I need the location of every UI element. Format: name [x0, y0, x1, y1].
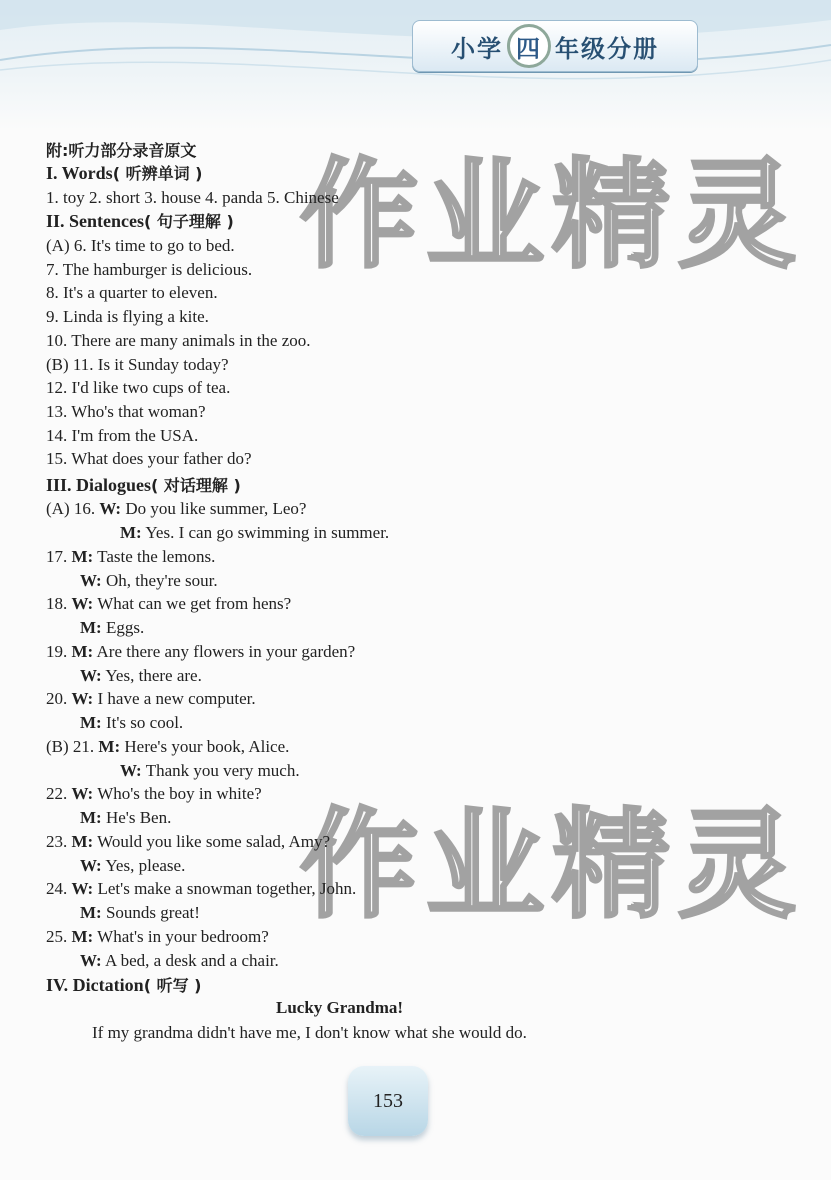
- speaker-label: M:: [71, 831, 94, 851]
- dialogue-number: 24.: [46, 879, 68, 898]
- speaker-label: M:: [80, 808, 102, 827]
- dialogue-number: 19.: [46, 641, 68, 661]
- book-title-banner: [412, 20, 698, 72]
- dialogue-line-2: [80, 855, 185, 877]
- speaker-label: W:: [71, 784, 94, 803]
- dialogue-line-1: [46, 546, 215, 568]
- dialogue-number: 18.: [46, 594, 68, 613]
- speaker-label: W:: [71, 689, 94, 708]
- dialogue-text: Do you like summer, Leo?: [125, 499, 307, 518]
- speaker-label: W:: [120, 760, 142, 780]
- sentence-item: 8. It's a quarter to eleven.: [46, 283, 218, 303]
- section-dialogues-heading: III. Dialogues( 对话理解 ): [46, 475, 241, 495]
- dialogue-number: 22.: [46, 784, 68, 803]
- words-line: 1. toy 2. short 3. house 4. panda 5. Chinese: [46, 188, 339, 207]
- section-words-heading: I. Words( 听辨单词 ): [46, 163, 203, 183]
- dialogue-number: (A) 16.: [46, 499, 96, 518]
- sentence-item: 13. Who's that woman?: [46, 401, 206, 421]
- watermark-bottom: 作业精灵: [300, 796, 805, 934]
- speaker-label: M:: [71, 926, 94, 946]
- dialogue-line-2: [80, 902, 200, 924]
- speaker-label: M:: [98, 736, 121, 756]
- sentence-item: 14. I'm from the USA.: [46, 425, 199, 445]
- dictation-line: If my grandma didn't have me, I don't know what she would do.: [92, 1023, 527, 1042]
- section-dictation-heading: IV. Dictation( 听写 ): [46, 975, 202, 995]
- dialogue-line-1: [46, 878, 356, 900]
- sentence-item: (A) 6. It's time to go to bed.: [46, 236, 235, 255]
- speaker-label: W:: [71, 879, 94, 898]
- dialogue-line-2: [80, 807, 171, 829]
- dialogue-text: Let's make a snowman together, John.: [97, 879, 357, 898]
- dialogue-line-1: [46, 593, 291, 615]
- dialogue-line-1: [46, 641, 355, 663]
- speaker-label: W:: [80, 570, 102, 590]
- dialogue-number: 23.: [46, 831, 68, 851]
- dialogue-line-2: [80, 570, 218, 592]
- dialogue-line-1: [46, 688, 256, 710]
- speaker-label: M:: [80, 903, 102, 922]
- dialogue-text: What can we get from hens?: [97, 594, 292, 613]
- dialogue-text: Thank you very much.: [145, 760, 300, 780]
- dialogue-text: Taste the lemons.: [97, 546, 216, 566]
- section-sentences-heading: II. Sentences( 句子理解 ): [46, 211, 234, 231]
- dialogue-number: 20.: [46, 689, 68, 708]
- dialogue-text: Yes, there are.: [105, 665, 202, 685]
- speaker-label: M:: [71, 641, 94, 661]
- sentence-item: 7. The hamburger is delicious.: [46, 259, 253, 279]
- title-prefix: 小学: [451, 34, 503, 63]
- sentence-item: 12. I'd like two cups of tea.: [46, 378, 231, 398]
- dialogue-text: A bed, a desk and a chair.: [105, 950, 279, 970]
- dialogue-text: It's so cool.: [105, 713, 184, 732]
- grade-badge: 四: [507, 24, 551, 68]
- dialogue-text: Yes. I can go swimming in summer.: [145, 523, 390, 542]
- speaker-label: W:: [99, 499, 122, 518]
- speaker-label: M:: [71, 546, 94, 566]
- dialogue-line-2: [80, 617, 144, 639]
- speaker-label: W:: [80, 950, 102, 970]
- dialogue-text: He's Ben.: [105, 808, 172, 827]
- dialogue-line-1: [46, 736, 289, 758]
- speaker-label: M:: [80, 713, 102, 732]
- dialogue-text: Are there any flowers in your garden?: [96, 641, 356, 661]
- appendix-title: 附:听力部分录音原文: [46, 141, 197, 160]
- dialogue-text: Eggs.: [105, 618, 145, 637]
- dialogue-text: Oh, they're sour.: [105, 570, 218, 590]
- sentence-item: 9. Linda is flying a kite.: [46, 307, 209, 327]
- sentence-item: (B) 11. Is it Sunday today?: [46, 354, 229, 374]
- dialogue-line-2: [80, 665, 202, 687]
- dialogue-line-2: [120, 760, 300, 782]
- dialogue-text: Yes, please.: [105, 855, 186, 875]
- dialogue-text: What's in your bedroom?: [97, 926, 269, 946]
- speaker-label: W:: [71, 594, 94, 613]
- speaker-label: M:: [80, 618, 102, 637]
- dialogue-line-2: [80, 712, 183, 734]
- dialogue-number: (B) 21.: [46, 736, 95, 756]
- story-title: Lucky Grandma!: [276, 998, 404, 1017]
- dialogue-number: 17.: [46, 546, 68, 566]
- dialogue-text: I have a new computer.: [97, 689, 256, 708]
- dialogue-line-1: [46, 926, 269, 948]
- dialogue-line-2: [80, 950, 279, 972]
- dialogue-line-1: [46, 831, 330, 853]
- page-number: 153: [348, 1066, 428, 1136]
- dialogue-text: Would you like some salad, Amy?: [97, 831, 330, 851]
- dialogue-text: Here's your book, Alice.: [124, 736, 290, 756]
- dialogue-text: Sounds great!: [105, 903, 200, 922]
- dialogue-number: 25.: [46, 926, 68, 946]
- dialogue-line-1: [46, 783, 262, 805]
- watermark-top: 作业精灵: [300, 146, 805, 284]
- speaker-label: M:: [120, 523, 142, 542]
- speaker-label: W:: [80, 665, 102, 685]
- sentence-item: 10. There are many animals in the zoo.: [46, 330, 311, 350]
- sentence-item: 15. What does your father do?: [46, 449, 252, 469]
- dialogue-line-2: [120, 522, 389, 544]
- speaker-label: W:: [80, 855, 102, 875]
- dialogue-text: Who's the boy in white?: [97, 784, 262, 803]
- dialogue-line-1: [46, 498, 306, 520]
- title-suffix: 年级分册: [555, 34, 659, 63]
